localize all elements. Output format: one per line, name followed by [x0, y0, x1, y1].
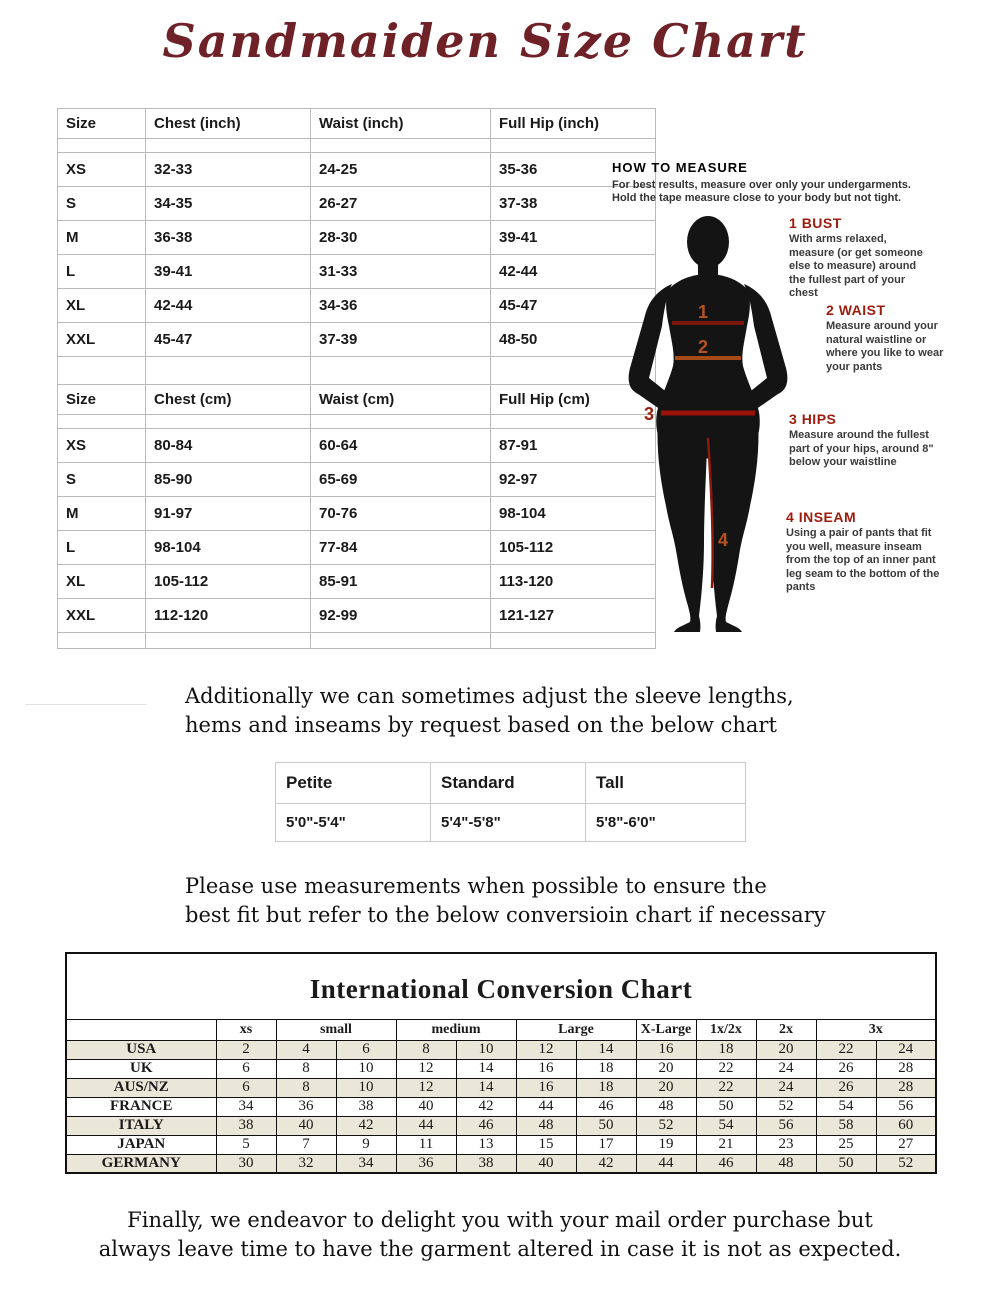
- size-value-cell: 105-112: [491, 531, 656, 565]
- spacer-cell: [311, 357, 491, 385]
- size-value-cell: XXL: [58, 323, 146, 357]
- size-value-cell: 35-36: [491, 153, 656, 187]
- conversion-row-aus-nz: [66, 1078, 936, 1097]
- conversion-size-cell: 22: [696, 1078, 756, 1097]
- measure-step-bust: [789, 215, 927, 301]
- spacer-cell: [311, 633, 491, 649]
- conversion-chart-header-row: [66, 1019, 936, 1040]
- conversion-region-cell: AUS/NZ: [66, 1078, 216, 1097]
- size-chart-header-row-cm: [58, 385, 656, 415]
- size-chart-spacer-row: [58, 357, 656, 385]
- conversion-size-cell: 22: [816, 1040, 876, 1059]
- conversion-size-cell: 44: [636, 1154, 696, 1173]
- size-value-cell: 91-97: [146, 497, 311, 531]
- figure-marker-inseam: 4: [718, 530, 729, 550]
- conversion-size-cell: 38: [216, 1116, 276, 1135]
- spacer-cell: [58, 415, 146, 429]
- spacer-cell: [146, 139, 311, 153]
- conversion-region-cell: JAPAN: [66, 1135, 216, 1154]
- conversion-size-cell: 16: [516, 1059, 576, 1078]
- conversion-size-cell: 14: [576, 1040, 636, 1059]
- measure-step-inseam-heading: [786, 509, 944, 525]
- conversion-size-cell: 50: [816, 1154, 876, 1173]
- measurements-note: [185, 872, 826, 930]
- conversion-size-cell: 23: [756, 1135, 816, 1154]
- female-silhouette: [629, 216, 788, 632]
- size-chart-spacer-row: [58, 139, 656, 153]
- size-value-cell: 26-27: [311, 187, 491, 221]
- size-value-cell: 42-44: [491, 255, 656, 289]
- conversion-size-cell: 26: [816, 1078, 876, 1097]
- conversion-size-cell: 20: [636, 1078, 696, 1097]
- conversion-row-germany: [66, 1154, 936, 1173]
- conversion-size-group-x-large: X-Large: [636, 1019, 696, 1040]
- final-note-line1: Finally, we endeavor to delight you with your mail order purchase but: [127, 1208, 873, 1232]
- conversion-size-cell: 16: [636, 1040, 696, 1059]
- measure-step-bust-heading: [789, 215, 927, 231]
- size-value-cell: 42-44: [146, 289, 311, 323]
- figure-left-leg: [657, 416, 707, 632]
- size-value-cell: XL: [58, 289, 146, 323]
- step-number: 3: [789, 411, 798, 427]
- final-note-line2: always leave time to have the garment altered in case it is not as expected.: [98, 1237, 902, 1261]
- conversion-size-cell: 17: [576, 1135, 636, 1154]
- size-value-cell: 34-36: [311, 289, 491, 323]
- size-chart-header-row-inch: [58, 109, 656, 139]
- size-row-cm-m: [58, 497, 656, 531]
- conversion-size-cell: 5: [216, 1135, 276, 1154]
- conversion-size-cell: 18: [576, 1078, 636, 1097]
- size-row-inch-m: [58, 221, 656, 255]
- conversion-size-cell: 56: [876, 1097, 936, 1116]
- conversion-size-cell: 42: [456, 1097, 516, 1116]
- conversion-size-cell: 42: [576, 1154, 636, 1173]
- how-to-measure-intro-line2: Hold the tape measure close to your body but not tight.: [612, 192, 902, 204]
- size-row-inch-l: [58, 255, 656, 289]
- conversion-size-cell: 60: [876, 1116, 936, 1135]
- conversion-size-cell: 56: [756, 1116, 816, 1135]
- measurement-figure-svg: [608, 206, 808, 641]
- conversion-size-cell: 44: [396, 1116, 456, 1135]
- size-value-cell: M: [58, 221, 146, 255]
- conversion-size-cell: 52: [756, 1097, 816, 1116]
- size-value-cell: 31-33: [311, 255, 491, 289]
- spacer-cell: [58, 357, 146, 385]
- size-chart-header-cell: Full Hip (cm): [491, 385, 656, 415]
- conversion-row-uk: [66, 1059, 936, 1078]
- conversion-size-cell: 8: [276, 1078, 336, 1097]
- figure-marker-bust: 1: [698, 302, 709, 322]
- spacer-cell: [491, 139, 656, 153]
- conversion-size-cell: 52: [636, 1116, 696, 1135]
- size-value-cell: 39-41: [146, 255, 311, 289]
- size-value-cell: 98-104: [146, 531, 311, 565]
- how-to-measure-heading: HOW TO MEASURE: [612, 160, 748, 175]
- size-value-cell: 85-91: [311, 565, 491, 599]
- spacer-cell: [146, 633, 311, 649]
- height-value-tall: 5'8"-6'0": [586, 804, 746, 842]
- conversion-size-cell: 12: [396, 1059, 456, 1078]
- spacer-cell: [146, 357, 311, 385]
- conversion-size-cell: 18: [576, 1059, 636, 1078]
- conversion-size-cell: 46: [456, 1116, 516, 1135]
- conversion-size-cell: 22: [696, 1059, 756, 1078]
- conversion-size-cell: 24: [756, 1078, 816, 1097]
- conversion-size-group-small: small: [276, 1019, 396, 1040]
- conversion-row-usa: [66, 1040, 936, 1059]
- size-value-cell: 77-84: [311, 531, 491, 565]
- conversion-size-cell: 6: [216, 1078, 276, 1097]
- conversion-size-cell: 10: [336, 1059, 396, 1078]
- conversion-size-group-xs: xs: [216, 1019, 276, 1040]
- conversion-size-cell: 38: [336, 1097, 396, 1116]
- conversion-size-cell: 16: [516, 1078, 576, 1097]
- conversion-size-cell: 4: [276, 1040, 336, 1059]
- size-chart-table: [57, 108, 656, 649]
- conversion-size-cell: 19: [636, 1135, 696, 1154]
- measure-step-waist-text: Measure around your natural waistline or where you like to wear your pants: [826, 320, 944, 373]
- size-value-cell: 37-39: [311, 323, 491, 357]
- step-label: WAIST: [838, 302, 886, 318]
- conversion-size-cell: 46: [696, 1154, 756, 1173]
- conversion-size-cell: 25: [816, 1135, 876, 1154]
- conversion-size-cell: 42: [336, 1116, 396, 1135]
- size-value-cell: M: [58, 497, 146, 531]
- measurements-note-line1: Please use measurements when possible to ensure the: [185, 874, 767, 898]
- conversion-size-group-3x: 3x: [816, 1019, 936, 1040]
- size-chart-header-cell: Size: [58, 109, 146, 139]
- size-value-cell: S: [58, 187, 146, 221]
- conversion-size-cell: 28: [876, 1078, 936, 1097]
- conversion-region-cell: USA: [66, 1040, 216, 1059]
- size-value-cell: 36-38: [146, 221, 311, 255]
- size-value-cell: 37-38: [491, 187, 656, 221]
- conversion-size-cell: 44: [516, 1097, 576, 1116]
- conversion-size-cell: 48: [636, 1097, 696, 1116]
- size-row-cm-xxl: [58, 599, 656, 633]
- step-number: 4: [786, 509, 795, 525]
- final-note: [0, 1206, 1000, 1264]
- size-value-cell: L: [58, 255, 146, 289]
- size-row-cm-xs: [58, 429, 656, 463]
- conversion-size-cell: 48: [516, 1116, 576, 1135]
- conversion-size-cell: 13: [456, 1135, 516, 1154]
- conversion-size-cell: 52: [876, 1154, 936, 1173]
- size-value-cell: XXL: [58, 599, 146, 633]
- conversion-size-cell: 40: [276, 1116, 336, 1135]
- conversion-size-cell: 34: [336, 1154, 396, 1173]
- size-value-cell: XS: [58, 153, 146, 187]
- size-value-cell: 121-127: [491, 599, 656, 633]
- size-value-cell: 34-35: [146, 187, 311, 221]
- height-chart-value-row: [276, 804, 746, 842]
- step-label: INSEAM: [798, 509, 857, 525]
- conversion-chart-title-row: [66, 953, 936, 1019]
- conversion-size-cell: 8: [276, 1059, 336, 1078]
- size-chart-header-cell: Full Hip (inch): [491, 109, 656, 139]
- measure-step-hips: [789, 411, 941, 470]
- size-chart-header-cell: Chest (inch): [146, 109, 311, 139]
- size-value-cell: 113-120: [491, 565, 656, 599]
- conversion-size-cell: 20: [756, 1040, 816, 1059]
- size-value-cell: 87-91: [491, 429, 656, 463]
- size-value-cell: S: [58, 463, 146, 497]
- adjust-note: [185, 682, 794, 740]
- size-row-cm-s: [58, 463, 656, 497]
- divider-rule: [25, 704, 147, 705]
- size-chart-header-cell: Waist (cm): [311, 385, 491, 415]
- conversion-chart-corner-cell: [66, 1019, 216, 1040]
- conversion-size-cell: 21: [696, 1135, 756, 1154]
- conversion-size-cell: 9: [336, 1135, 396, 1154]
- body-silhouette-figure: [608, 206, 808, 641]
- height-col-standard: Standard: [431, 763, 586, 804]
- measure-step-hips-text: Measure around the fullest part of your hips, around 8" below your waistline: [789, 429, 934, 468]
- conversion-region-cell: GERMANY: [66, 1154, 216, 1173]
- conversion-size-cell: 48: [756, 1154, 816, 1173]
- page-title: Sandmaiden Size Chart: [162, 14, 808, 68]
- figure-right-leg: [709, 416, 759, 632]
- size-value-cell: 39-41: [491, 221, 656, 255]
- conversion-size-cell: 24: [756, 1059, 816, 1078]
- size-value-cell: 28-30: [311, 221, 491, 255]
- size-value-cell: 45-47: [146, 323, 311, 357]
- conversion-size-cell: 27: [876, 1135, 936, 1154]
- conversion-size-cell: 14: [456, 1059, 516, 1078]
- conversion-size-cell: 30: [216, 1154, 276, 1173]
- conversion-size-cell: 7: [276, 1135, 336, 1154]
- size-value-cell: 80-84: [146, 429, 311, 463]
- measure-step-bust-text: With arms relaxed, measure (or get someone else to measure) around the fullest part of your chest: [789, 233, 923, 299]
- height-value-standard: 5'4"-5'8": [431, 804, 586, 842]
- step-label: BUST: [801, 215, 842, 231]
- conversion-size-cell: 6: [216, 1059, 276, 1078]
- conversion-size-cell: 50: [696, 1097, 756, 1116]
- conversion-size-cell: 50: [576, 1116, 636, 1135]
- how-to-measure-intro-line1: For best results, measure over only your undergarments.: [612, 179, 911, 191]
- conversion-size-cell: 11: [396, 1135, 456, 1154]
- size-value-cell: 48-50: [491, 323, 656, 357]
- step-label: HIPS: [801, 411, 837, 427]
- conversion-size-cell: 46: [576, 1097, 636, 1116]
- conversion-size-cell: 12: [516, 1040, 576, 1059]
- size-value-cell: 32-33: [146, 153, 311, 187]
- size-value-cell: 70-76: [311, 497, 491, 531]
- conversion-size-cell: 20: [636, 1059, 696, 1078]
- step-number: 1: [789, 215, 798, 231]
- size-value-cell: 45-47: [491, 289, 656, 323]
- adjust-note-line1: Additionally we can sometimes adjust the sleeve lengths,: [185, 684, 794, 708]
- height-chart-table: [275, 762, 746, 842]
- size-chart-header-cell: Chest (cm): [146, 385, 311, 415]
- measure-step-waist: [826, 302, 948, 374]
- conversion-size-cell: 14: [456, 1078, 516, 1097]
- step-number: 2: [826, 302, 835, 318]
- measure-step-hips-heading: [789, 411, 941, 427]
- measure-step-waist-heading: [826, 302, 948, 318]
- conversion-size-group-medium: medium: [396, 1019, 516, 1040]
- adjust-note-line2: hems and inseams by request based on the below chart: [185, 713, 777, 737]
- spacer-cell: [311, 415, 491, 429]
- conversion-row-japan: [66, 1135, 936, 1154]
- conversion-size-group-2x: 2x: [756, 1019, 816, 1040]
- measurements-note-line2: best fit but refer to the below conversioin chart if necessary: [185, 903, 826, 927]
- size-row-inch-xxl: [58, 323, 656, 357]
- size-chart-spacer-row: [58, 415, 656, 429]
- conversion-size-group-1x-2x: 1x/2x: [696, 1019, 756, 1040]
- conversion-size-cell: 18: [696, 1040, 756, 1059]
- measure-step-inseam-text: Using a pair of pants that fit you well, measure inseam from the top of an inner pant leg seam to the bottom of the pants: [786, 527, 940, 593]
- conversion-size-cell: 28: [876, 1059, 936, 1078]
- conversion-size-cell: 38: [456, 1154, 516, 1173]
- conversion-row-italy: [66, 1116, 936, 1135]
- height-col-petite: Petite: [276, 763, 431, 804]
- conversion-size-group-large: Large: [516, 1019, 636, 1040]
- size-chart-spacer-row: [58, 633, 656, 649]
- height-col-tall: Tall: [586, 763, 746, 804]
- conversion-chart-title: International Conversion Chart: [66, 953, 936, 1019]
- size-value-cell: XS: [58, 429, 146, 463]
- conversion-size-cell: 34: [216, 1097, 276, 1116]
- conversion-size-cell: 10: [456, 1040, 516, 1059]
- measure-step-inseam: [786, 509, 944, 595]
- conversion-region-cell: UK: [66, 1059, 216, 1078]
- conversion-size-cell: 6: [336, 1040, 396, 1059]
- conversion-size-cell: 54: [816, 1097, 876, 1116]
- conversion-size-cell: 2: [216, 1040, 276, 1059]
- size-value-cell: 24-25: [311, 153, 491, 187]
- size-row-inch-xl: [58, 289, 656, 323]
- conversion-size-cell: 32: [276, 1154, 336, 1173]
- size-row-inch-s: [58, 187, 656, 221]
- conversion-size-cell: 40: [396, 1097, 456, 1116]
- spacer-cell: [58, 633, 146, 649]
- international-conversion-chart: [65, 952, 937, 1174]
- conversion-size-cell: 54: [696, 1116, 756, 1135]
- size-chart-header-cell: Waist (inch): [311, 109, 491, 139]
- conversion-size-cell: 40: [516, 1154, 576, 1173]
- conversion-row-france: [66, 1097, 936, 1116]
- figure-marker-hips: 3: [644, 404, 655, 424]
- conversion-size-cell: 12: [396, 1078, 456, 1097]
- how-to-measure-panel: [612, 160, 997, 670]
- spacer-cell: [58, 139, 146, 153]
- spacer-cell: [146, 415, 311, 429]
- size-chart-header-cell: Size: [58, 385, 146, 415]
- figure-marker-waist: 2: [698, 337, 709, 357]
- conversion-size-cell: 8: [396, 1040, 456, 1059]
- size-value-cell: 112-120: [146, 599, 311, 633]
- size-value-cell: 65-69: [311, 463, 491, 497]
- conversion-region-cell: FRANCE: [66, 1097, 216, 1116]
- size-row-inch-xs: [58, 153, 656, 187]
- conversion-size-cell: 36: [396, 1154, 456, 1173]
- size-value-cell: XL: [58, 565, 146, 599]
- conversion-size-cell: 36: [276, 1097, 336, 1116]
- size-row-cm-xl: [58, 565, 656, 599]
- spacer-cell: [311, 139, 491, 153]
- size-value-cell: 85-90: [146, 463, 311, 497]
- size-row-cm-l: [58, 531, 656, 565]
- conversion-size-cell: 58: [816, 1116, 876, 1135]
- conversion-region-cell: ITALY: [66, 1116, 216, 1135]
- size-value-cell: 92-97: [491, 463, 656, 497]
- size-value-cell: 92-99: [311, 599, 491, 633]
- height-chart-header-row: [276, 763, 746, 804]
- size-value-cell: 98-104: [491, 497, 656, 531]
- size-value-cell: 60-64: [311, 429, 491, 463]
- conversion-size-cell: 10: [336, 1078, 396, 1097]
- size-value-cell: 105-112: [146, 565, 311, 599]
- conversion-size-cell: 24: [876, 1040, 936, 1059]
- height-value-petite: 5'0"-5'4": [276, 804, 431, 842]
- size-value-cell: L: [58, 531, 146, 565]
- conversion-size-cell: 15: [516, 1135, 576, 1154]
- conversion-size-cell: 26: [816, 1059, 876, 1078]
